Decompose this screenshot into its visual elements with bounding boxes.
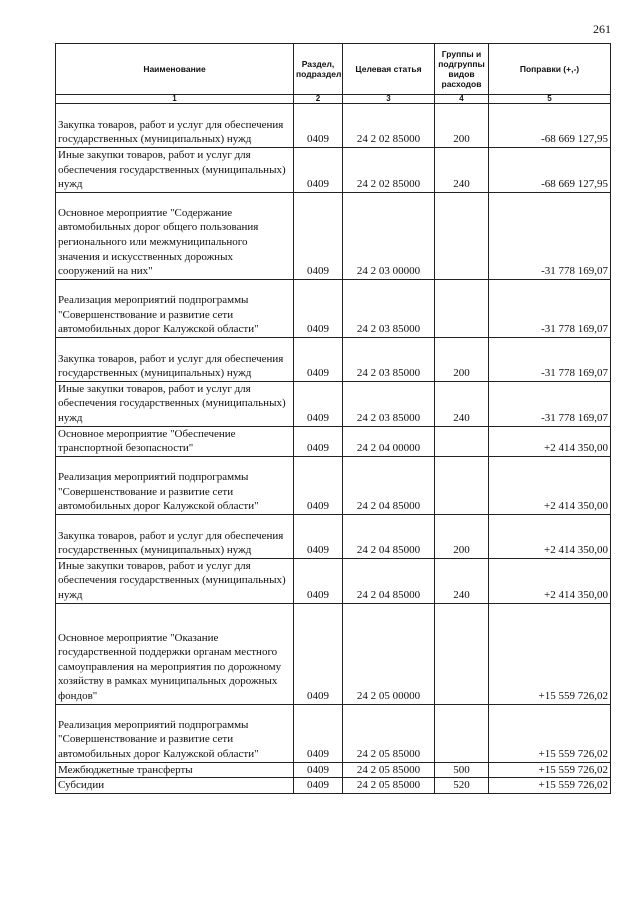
table-row [56,762,611,778]
row-group: 240 [435,381,489,426]
row-name: Основное мероприятие "Содержание автомобильных дорог общего пользования регионального или межмуниципального значения и искусственных дорожных сооружений на них" [56,192,294,279]
table-row [56,704,611,762]
column-header-section: Раздел, подраздел [294,44,343,95]
table-body [56,104,611,794]
column-number: 4 [435,95,489,104]
row-amount: -31 778 169,07 [489,192,611,279]
row-name: Межбюджетные трансферты [56,762,294,778]
row-section: 0409 [294,704,343,762]
row-section: 0409 [294,381,343,426]
row-target: 24 2 04 00000 [343,426,435,456]
column-header-amendments: Поправки (+,-) [489,44,611,95]
row-amount: +2 414 350,00 [489,456,611,514]
row-group [435,704,489,762]
table-row [56,603,611,704]
row-name: Иные закупки товаров, работ и услуг для обеспечения государственных (муниципальных) нужд [56,558,294,603]
row-amount: +2 414 350,00 [489,426,611,456]
row-group: 520 [435,778,489,794]
row-section: 0409 [294,514,343,558]
row-section: 0409 [294,603,343,704]
table-row [56,148,611,193]
row-amount: +15 559 726,02 [489,762,611,778]
row-target: 24 2 04 85000 [343,514,435,558]
row-target: 24 2 03 85000 [343,381,435,426]
page-number: 261 [593,22,611,36]
row-target: 24 2 04 85000 [343,558,435,603]
row-amount: +15 559 726,02 [489,704,611,762]
row-name: Иные закупки товаров, работ и услуг для обеспечения государственных (муниципальных) нужд [56,381,294,426]
row-group: 240 [435,148,489,193]
budget-amendments-table [55,43,611,794]
row-target: 24 2 05 85000 [343,778,435,794]
row-name: Субсидии [56,778,294,794]
table-header-row [56,44,611,95]
column-number: 3 [343,95,435,104]
row-name: Реализация мероприятий подпрограммы "Совершенствование и развитие сети автомобильных дорог Калужской области" [56,456,294,514]
row-group: 200 [435,514,489,558]
column-number: 2 [294,95,343,104]
row-target: 24 2 05 00000 [343,603,435,704]
column-number-row [56,95,611,104]
row-section: 0409 [294,762,343,778]
row-target: 24 2 03 00000 [343,192,435,279]
row-amount: -31 778 169,07 [489,337,611,381]
table-row [56,456,611,514]
row-section: 0409 [294,426,343,456]
row-name: Основное мероприятие "Оказание государственной поддержки органам местного самоуправления на мероприятия по дорожному хозяйству в рамках муниципальных дорожных фондов" [56,603,294,704]
row-group: 200 [435,104,489,148]
row-target: 24 2 04 85000 [343,456,435,514]
row-name: Реализация мероприятий подпрограммы "Совершенствование и развитие сети автомобильных дорог Калужской области" [56,704,294,762]
column-header-groups: Группы и подгруппы видов расходов [435,44,489,95]
table-row [56,426,611,456]
row-section: 0409 [294,337,343,381]
row-target: 24 2 03 85000 [343,337,435,381]
table-row [56,381,611,426]
row-group [435,192,489,279]
row-target: 24 2 05 85000 [343,762,435,778]
row-section: 0409 [294,456,343,514]
row-amount: -31 778 169,07 [489,279,611,337]
table-row [56,514,611,558]
row-name: Реализация мероприятий подпрограммы "Совершенствование и развитие сети автомобильных дорог Калужской области" [56,279,294,337]
row-amount: +15 559 726,02 [489,778,611,794]
row-section: 0409 [294,778,343,794]
row-section: 0409 [294,104,343,148]
row-group: 500 [435,762,489,778]
row-target: 24 2 03 85000 [343,279,435,337]
row-group [435,279,489,337]
table-row [56,104,611,148]
row-name: Закупка товаров, работ и услуг для обеспечения государственных (муниципальных) нужд [56,514,294,558]
row-section: 0409 [294,558,343,603]
row-amount: -68 669 127,95 [489,148,611,193]
row-name: Иные закупки товаров, работ и услуг для обеспечения государственных (муниципальных) нужд [56,148,294,193]
row-section: 0409 [294,192,343,279]
table-row [56,778,611,794]
column-number: 5 [489,95,611,104]
row-group [435,603,489,704]
row-group: 240 [435,558,489,603]
table-row [56,279,611,337]
row-group: 200 [435,337,489,381]
row-name: Основное мероприятие "Обеспечение транспортной безопасности" [56,426,294,456]
row-target: 24 2 02 85000 [343,104,435,148]
row-group [435,456,489,514]
row-amount: +2 414 350,00 [489,558,611,603]
table-row [56,192,611,279]
row-group [435,426,489,456]
table-row [56,558,611,603]
row-name: Закупка товаров, работ и услуг для обеспечения государственных (муниципальных) нужд [56,337,294,381]
row-target: 24 2 05 85000 [343,704,435,762]
column-header-name: Наименование [56,44,294,95]
row-amount: +2 414 350,00 [489,514,611,558]
row-section: 0409 [294,148,343,193]
row-amount: +15 559 726,02 [489,603,611,704]
row-target: 24 2 02 85000 [343,148,435,193]
column-number: 1 [56,95,294,104]
table-row [56,337,611,381]
row-amount: -68 669 127,95 [489,104,611,148]
column-header-target: Целевая статья [343,44,435,95]
row-name: Закупка товаров, работ и услуг для обеспечения государственных (муниципальных) нужд [56,104,294,148]
row-section: 0409 [294,279,343,337]
row-amount: -31 778 169,07 [489,381,611,426]
